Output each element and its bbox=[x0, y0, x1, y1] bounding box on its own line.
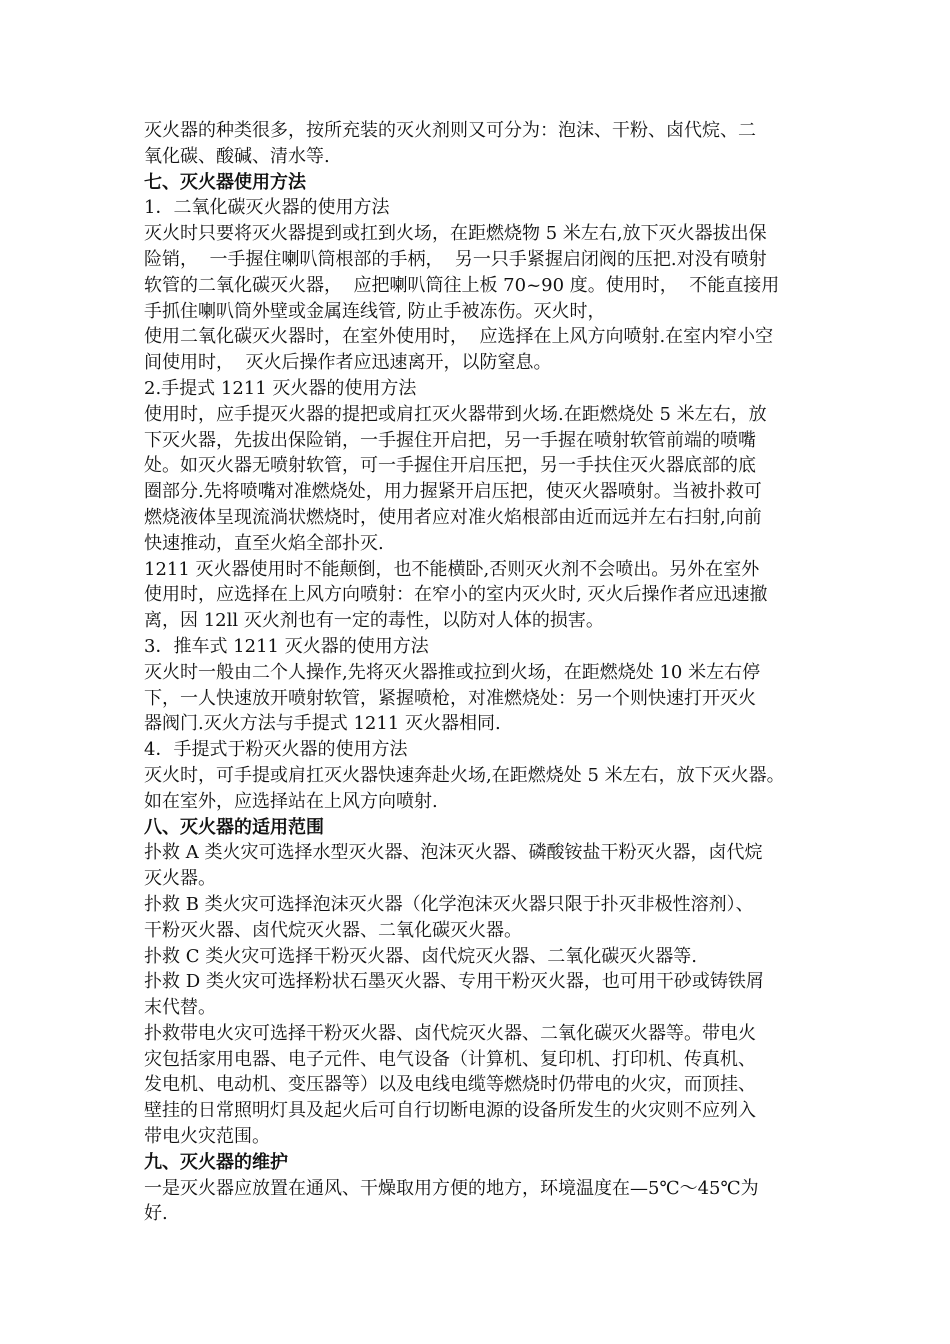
text-line: 1．二氧化碳灭火器的使用方法 bbox=[144, 197, 390, 219]
text-line: 1211 灭火器使用时不能颠倒，也不能横卧,否则灭火剂不会喷出。另外在室外 bbox=[144, 558, 760, 580]
paragraph bbox=[144, 969, 810, 1021]
text-line: 使用二氧化碳灭火器时，在室外使用时， 应选择在上风方向喷射.在室内窄小空 bbox=[144, 326, 774, 348]
text-line: 灾包括家用电器、电子元件、电气设备（计算机、复印机、打印机、传真机、 bbox=[144, 1048, 756, 1070]
text-line: 手抓住喇叭筒外壁或金属连线管, 防止手被冻伤。灭火时， bbox=[144, 300, 606, 322]
text-line: 带电火灾范围。 bbox=[144, 1126, 270, 1148]
text-line: 圈部分.先将喷嘴对准燃烧处，用力握紧开启压把，使灭火器喷射。当被扑救可 bbox=[144, 481, 762, 503]
paragraph bbox=[144, 557, 810, 634]
text-line: 扑救 D 类火灾可选择粉状石墨灭火器、专用干粉灭火器，也可用干砂或铸铁屑 bbox=[144, 971, 764, 993]
text-line: 氧化碳、酸碱、清水等. bbox=[144, 145, 330, 167]
text-line: 4．手提式于粉灭火器的使用方法 bbox=[144, 739, 408, 761]
text-line: 下，一人快速放开喷射软管，紧握喷枪，对准燃烧处：另一个则快速打开灭火 bbox=[144, 687, 756, 709]
text-line: 下灭火器，先拔出保险销，一手握住开启把，另一手握在喷射软管前端的喷嘴 bbox=[144, 429, 756, 451]
paragraph bbox=[144, 660, 810, 737]
text-line: 灭火时一般由二个人操作,先将灭火器推或拉到火场，在距燃烧处 10 米左右停 bbox=[144, 661, 761, 683]
paragraph bbox=[144, 892, 810, 944]
section-heading bbox=[144, 815, 810, 841]
text-line: 如在室外，应选择站在上风方向喷射. bbox=[144, 790, 438, 812]
text-line: 扑救 A 类火灾可选择水型灭火器、泡沫灭火器、磷酸铵盐干粉灭火器，卤代烷 bbox=[144, 842, 763, 864]
text-line: 3．推车式 1211 灭火器的使用方法 bbox=[144, 635, 429, 657]
text-line: 扑救带电火灾可选择干粉灭火器、卤代烷灭火器、二氧化碳灭火器等。带电火 bbox=[144, 1022, 756, 1044]
text-line: 燃烧液体呈现流淌状燃烧时，使用者应对准火焰根部由近而远并左右扫射,向前 bbox=[144, 506, 762, 528]
text-line: 发电机、电动机、变压器等）以及电线电缆等燃烧时仍带电的火灾，而顶挂、 bbox=[144, 1074, 756, 1096]
text-line: 一是灭火器应放置在通风、干燥取用方便的地方，环境温度在—5℃～45℃为 bbox=[144, 1177, 759, 1199]
paragraph bbox=[144, 634, 810, 660]
paragraph bbox=[144, 840, 810, 892]
text-line: 九、灭火器的维护 bbox=[144, 1151, 288, 1173]
text-line: 灭火时只要将灭火器提到或扛到火场，在距燃烧物 5 米左右,放下灭火器拔出保 bbox=[144, 223, 767, 245]
text-line: 干粉灭火器、卤代烷灭火器、二氧化碳灭火器。 bbox=[144, 919, 522, 941]
paragraph bbox=[144, 763, 810, 815]
text-line: 器阀门.灭火方法与手提式 1211 灭火器相同. bbox=[144, 713, 501, 735]
paragraph bbox=[144, 1176, 810, 1228]
paragraph bbox=[144, 118, 810, 170]
text-line: 七、灭火器使用方法 bbox=[144, 171, 306, 193]
text-line: 八、灭火器的适用范围 bbox=[144, 816, 324, 838]
text-line: 软管的二氧化碳灭火器， 应把喇叭筒往上板 70~90 度。使用时， 不能直接用 bbox=[144, 274, 780, 296]
text-line: 末代替。 bbox=[144, 997, 216, 1019]
section-heading bbox=[144, 170, 810, 196]
paragraph bbox=[144, 1021, 810, 1150]
text-line: 快速推动，直至火焰全部扑灭. bbox=[144, 532, 384, 554]
text-line: 灭火器的种类很多，按所充装的灭火剂则又可分为：泡沫、干粉、卤代烷、二 bbox=[144, 120, 756, 141]
text-line: 灭火时，可手提或肩扛灭火器快速奔赴火场,在距燃烧处 5 米左右，放下灭火器。 bbox=[144, 764, 785, 786]
section-heading bbox=[144, 1150, 810, 1176]
paragraph bbox=[144, 376, 810, 402]
paragraph bbox=[144, 195, 810, 221]
text-line: 使用时，应选择在上风方向喷射：在窄小的室内灭火时, 灭火后操作者应迅速撤 bbox=[144, 584, 768, 606]
text-line: 离，因 12ll 灭火剂也有一定的毒性，以防对人体的损害。 bbox=[144, 610, 604, 632]
text-line: 好. bbox=[144, 1203, 168, 1225]
paragraph bbox=[144, 944, 810, 970]
document-body bbox=[144, 118, 810, 1227]
paragraph bbox=[144, 402, 810, 557]
text-line: 险销， 一手握住喇叭筒根部的手柄， 另一只手紧握启闭阀的压把.对没有喷射 bbox=[144, 248, 767, 270]
text-line: 扑救 B 类火灾可选择泡沫灭火器（化学泡沫灭火器只限于扑灭非极性溶剂）、 bbox=[144, 893, 754, 915]
paragraph bbox=[144, 221, 810, 324]
text-line: 壁挂的日常照明灯具及起火后可自行切断电源的设备所发生的火灾则不应列入 bbox=[144, 1100, 756, 1122]
text-line: 灭火器。 bbox=[144, 868, 216, 890]
text-line: 使用时，应手提灭火器的提把或肩扛灭火器带到火场.在距燃烧处 5 米左右，放 bbox=[144, 403, 767, 425]
text-line: 处。如灭火器无喷射软管，可一手握住开启压把，另一手扶住灭火器底部的底 bbox=[144, 455, 756, 477]
paragraph bbox=[144, 324, 810, 376]
text-line: 间使用时， 灭火后操作者应迅速离开，以防窒息。 bbox=[144, 352, 552, 374]
text-line: 扑救 C 类火灾可选择干粉灭火器、卤代烷灭火器、二氧化碳灭火器等. bbox=[144, 945, 697, 967]
paragraph bbox=[144, 737, 810, 763]
text-line: 2.手提式 1211 灭火器的使用方法 bbox=[144, 377, 417, 399]
